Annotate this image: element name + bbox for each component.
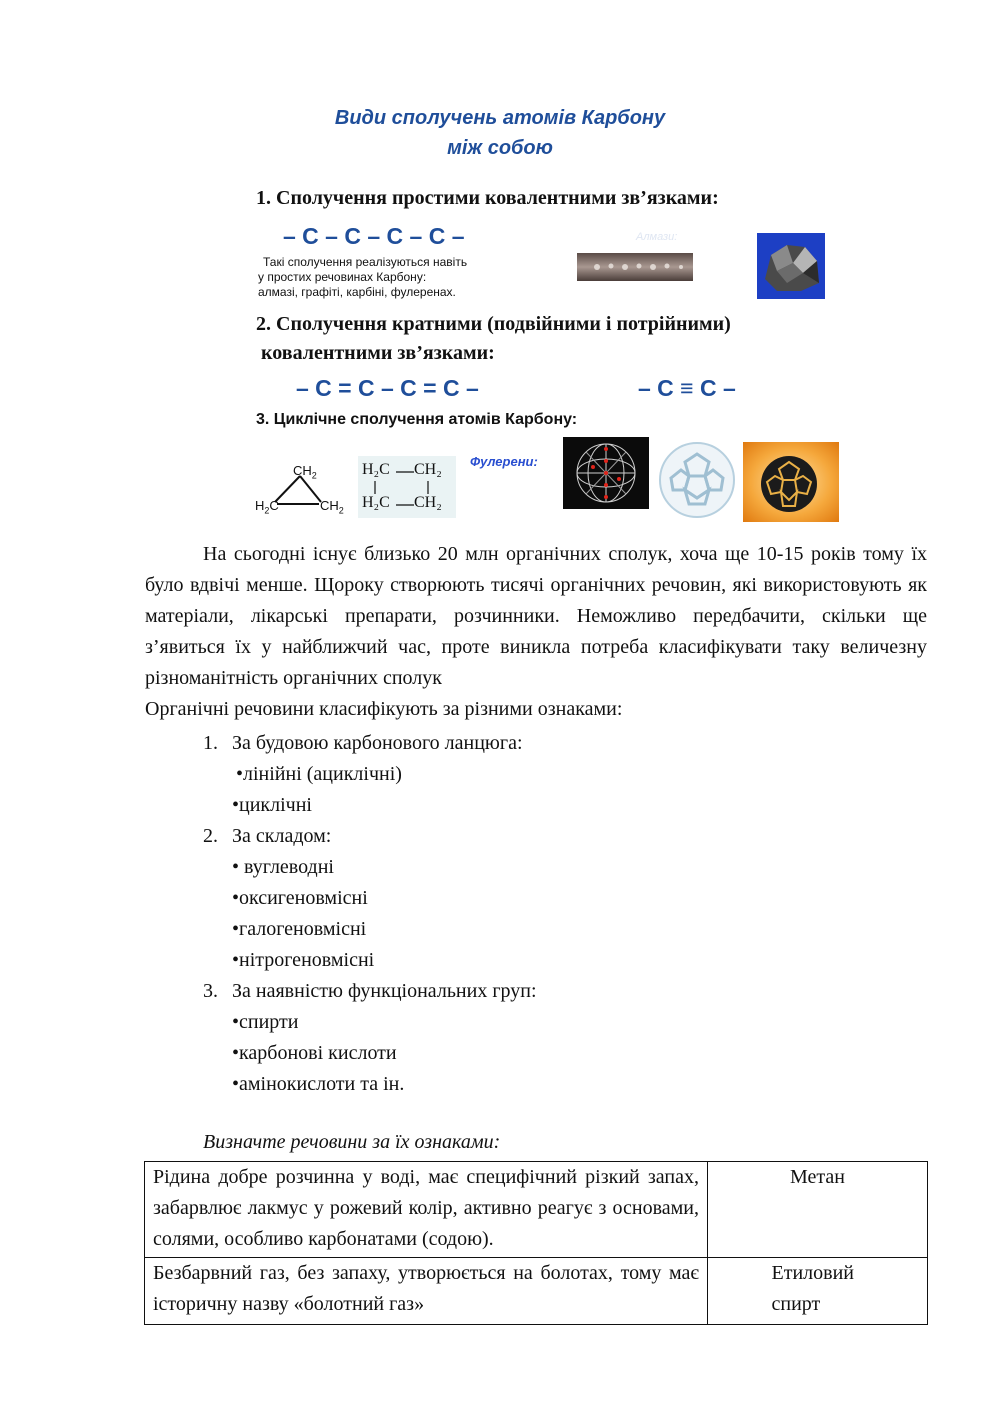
- list-item-num: 2.: [203, 825, 218, 847]
- cb-top-left: H₂C: [362, 461, 390, 478]
- description-cell: Безбарвний газ, без запаху, утворюється на болотах, тому має історичну назву «болотний газ»: [145, 1258, 708, 1325]
- list-subitem: • вуглеводні: [232, 856, 334, 878]
- list-subitem: •спирти: [232, 1011, 299, 1033]
- graphite-image: [757, 233, 825, 299]
- answer-cell[interactable]: [708, 1162, 928, 1258]
- matching-table: [144, 1161, 928, 1325]
- list-subitem: •нітрогеновмісні: [232, 949, 375, 971]
- table-row: [145, 1258, 928, 1325]
- section3-heading: 3. Циклічне сполучення атомів Карбону:: [256, 411, 578, 428]
- list-item-label: За складом:: [232, 825, 332, 847]
- cyclobutane-structure: [358, 456, 456, 518]
- list-subitem: •карбонові кислоти: [232, 1042, 397, 1064]
- answer-cell[interactable]: [708, 1258, 928, 1325]
- table-row: [145, 1162, 928, 1258]
- list-subitem: •оксигеновмісні: [232, 887, 368, 909]
- cb-top-right: CH₂: [414, 461, 442, 478]
- list-item-label: За наявністю функціональних груп:: [232, 980, 537, 1002]
- paragraph-text: На сьогодні існує близько 20 млн органічних сполук, хоча ще 10-15 років тому їх було вдвічі менше. Щороку створюють тисячі органічних речовин, які використовують як матеріали, лікарські препарати, розчинники. Неможливо передбачити, скільки ще з’явиться їх у найближчий час, проте виникла потреба класифікувати таку величезну різноманітність органічних сполук: [145, 543, 927, 689]
- fullerenes-label: Фулерени:: [470, 454, 538, 469]
- section2-heading: 2. Сполучення кратними (подвійними і потрійними): [256, 313, 731, 335]
- double-bond-chain: – С = С – С = С –: [296, 375, 479, 401]
- cyclopropane-structure: [250, 458, 350, 523]
- task-prompt: Визначте речовини за їх ознаками:: [203, 1131, 501, 1153]
- page-title: Види сполучень атомів Карбону: [334, 107, 666, 129]
- description-cell: Рідина добре розчинна у воді, має специфічний різкий запах, забарвлює лакмус у рожевий колір, активно реагує з основами, солями, особливо карбонатами (содою).: [145, 1162, 708, 1258]
- cb-bottom-right: CH₂: [414, 494, 442, 511]
- note-line: Такі сполучення реалізуються навіть: [263, 255, 468, 269]
- diamond-caption: Алмази:: [636, 231, 678, 243]
- cp-left-group: $H_2C$: [255, 498, 279, 516]
- page-subtitle: між собою: [447, 137, 553, 159]
- triple-bond-chain: – С ≡ С –: [638, 375, 736, 401]
- carbyne-image: [577, 253, 693, 281]
- section2-heading-cont: ковалентними зв’язками:: [261, 342, 495, 364]
- cp-top-group: $CH_2$: [293, 463, 317, 481]
- classification-intro: Органічні речовини класифікують за різними ознаками:: [145, 698, 623, 720]
- section1-heading: 1. Сполучення простими ковалентними зв’язками:: [256, 187, 719, 209]
- list-subitem: •галогеновмісні: [232, 918, 367, 940]
- fullerene-image-black: [563, 437, 649, 509]
- list-item-num: 1.: [203, 732, 218, 754]
- section1-note: [258, 255, 548, 300]
- list-item-num: 3.: [203, 980, 218, 1002]
- list-item-label: За будовою карбонового ланцюга:: [232, 732, 523, 754]
- cp-right-group: $CH_2$: [320, 498, 344, 516]
- cb-bottom-left: H₂C: [362, 494, 390, 511]
- fullerene-image-blue: [657, 440, 737, 520]
- answer-text: Метан: [790, 1166, 845, 1188]
- cyclobutane-bonds: [358, 456, 456, 518]
- note-line: у простих речовинах Карбону:: [258, 270, 427, 284]
- fullerene-image-orange: [743, 442, 839, 522]
- list-subitem: •циклічні: [232, 794, 312, 816]
- list-subitem: •амінокислоти та ін.: [232, 1073, 405, 1095]
- list-subitem: •лінійні (ациклічні): [236, 763, 402, 785]
- intro-paragraph: [145, 539, 927, 725]
- answer-text: Етиловий спирт: [771, 1262, 854, 1315]
- single-bond-chain: – С – С – С – С –: [283, 223, 465, 249]
- note-line: алмазі, графіті, карбіні, фулеренах.: [258, 285, 456, 299]
